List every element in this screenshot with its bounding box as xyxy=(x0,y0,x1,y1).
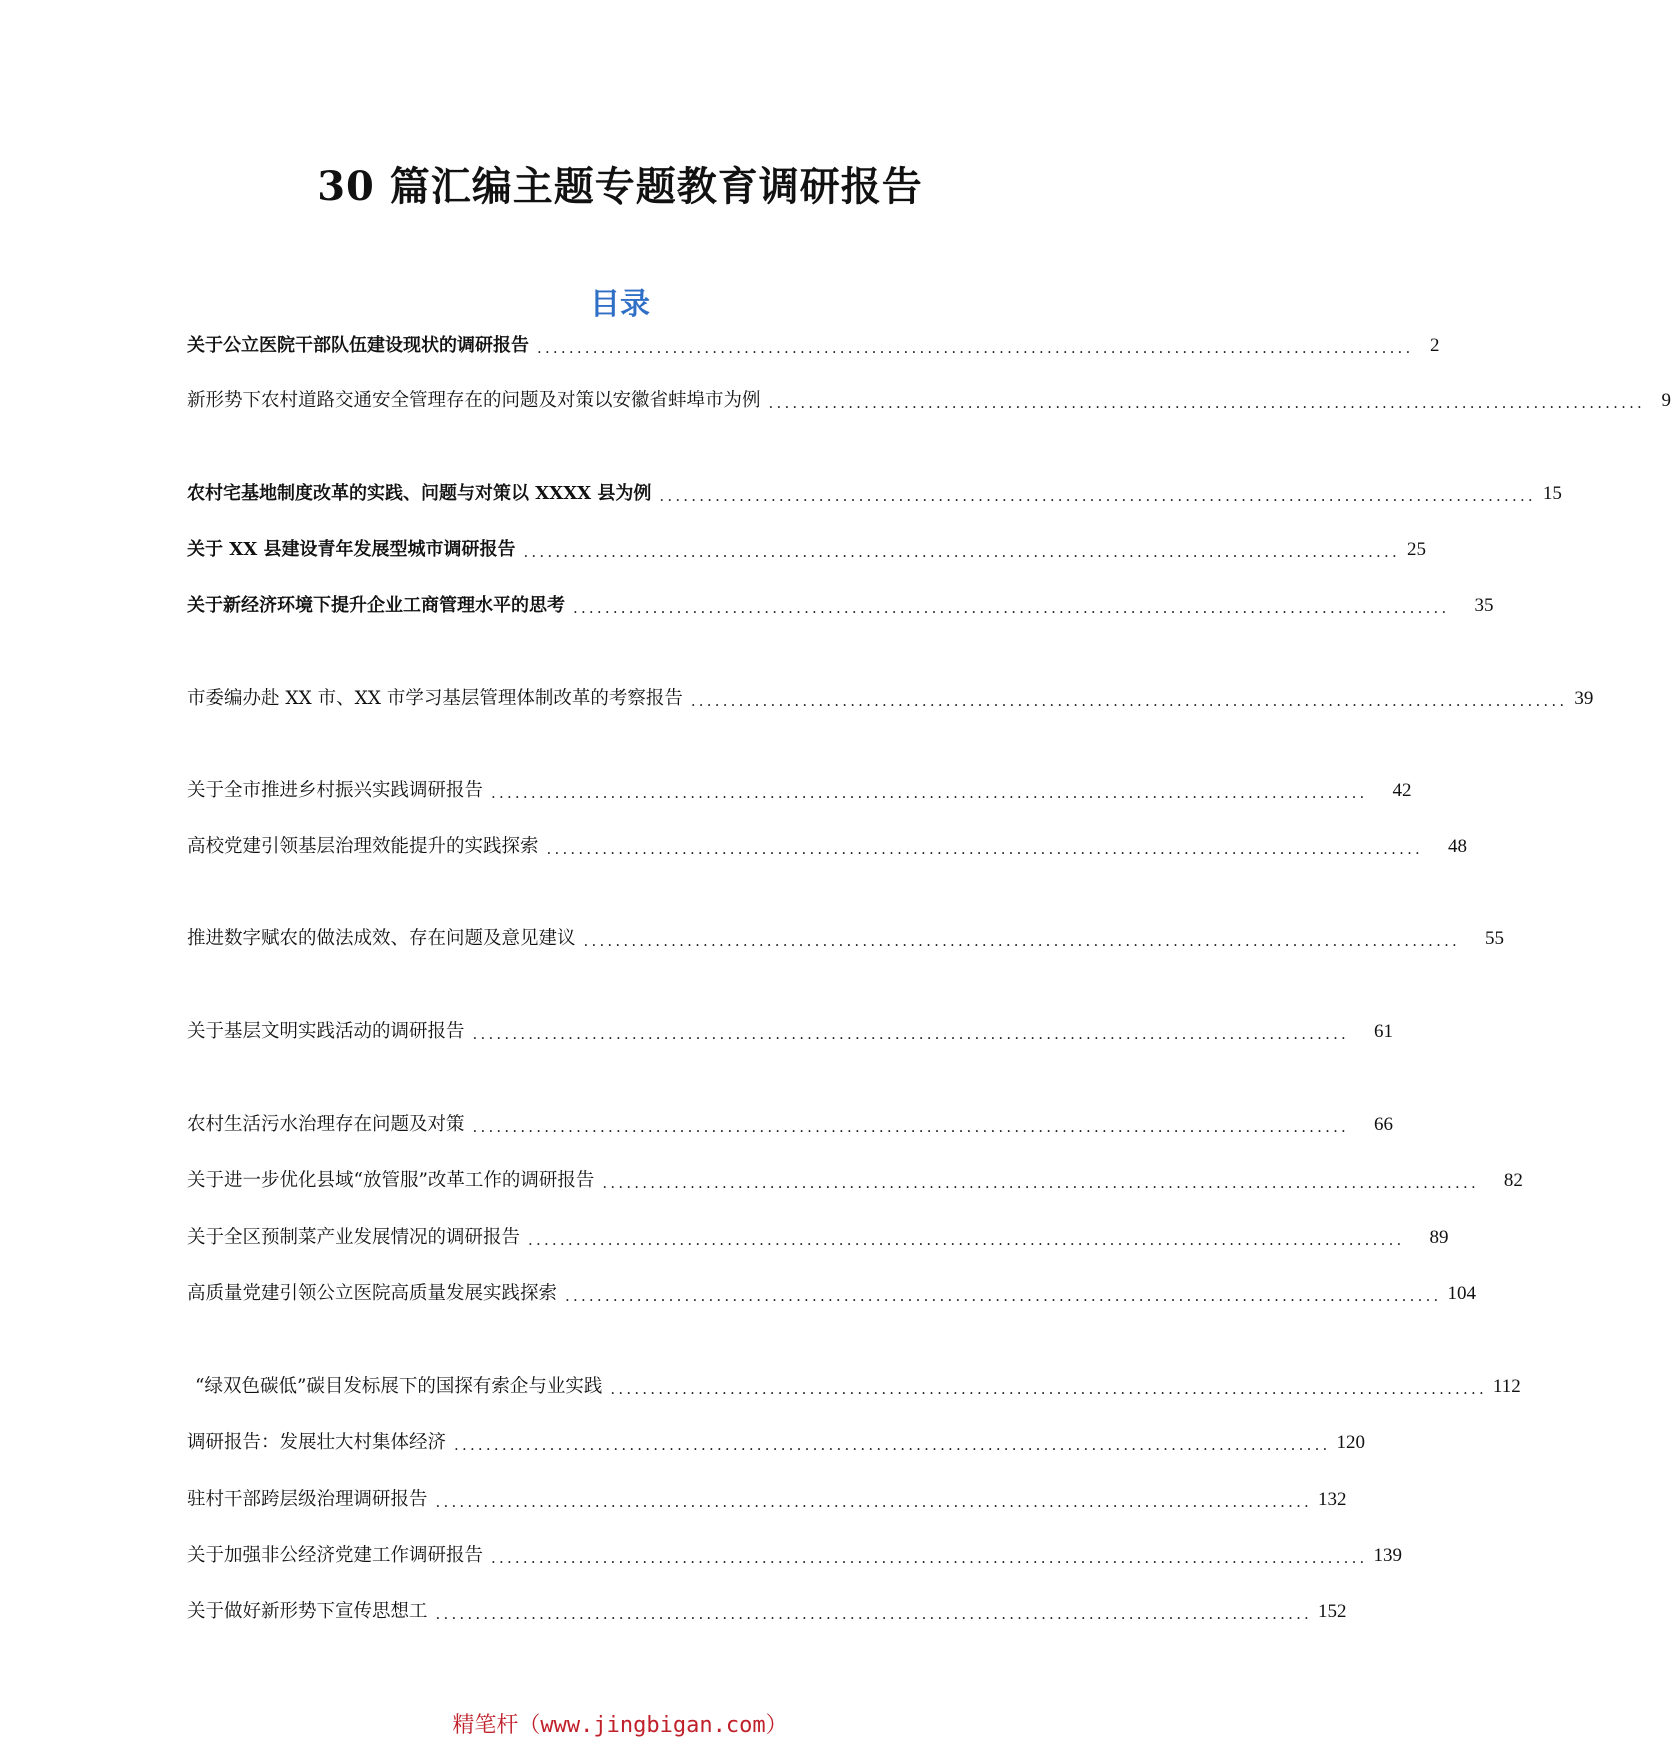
toc-entry-page: 35 xyxy=(1474,595,1494,616)
toc-dot-leader: .............................................................................................................. xyxy=(546,840,1424,858)
toc-entry-page: 82 xyxy=(1503,1170,1523,1191)
toc-entry[interactable] xyxy=(187,1597,1347,1627)
toc-dot-leader: .............................................................................................................. xyxy=(659,487,1536,505)
toc-entry-page: 39 xyxy=(1574,688,1594,709)
toc-entry-page: 42 xyxy=(1392,780,1412,801)
toc-entry[interactable] xyxy=(187,1372,1521,1402)
toc-entry[interactable] xyxy=(187,1279,1477,1309)
toc-entry[interactable] xyxy=(187,1485,1347,1515)
site-watermark: 精笔杆（www.jingbigan.com） xyxy=(452,1713,788,1738)
toc-entry-title: 关于加强非公经济党建工作调研报告 xyxy=(187,1545,484,1566)
toc-dot-leader: .............................................................................................................. xyxy=(565,1287,1442,1305)
toc-entry-title: 关于进一步优化县域“放管服”改革工作的调研报告 xyxy=(187,1170,595,1191)
toc-dot-leader: .............................................................................................................. xyxy=(583,932,1461,950)
toc-entry[interactable] xyxy=(187,832,1468,862)
toc-dot-leader: .............................................................................................................. xyxy=(435,1493,1313,1511)
toc-entry-title: 关于全区预制菜产业发展情况的调研报告 xyxy=(187,1227,521,1248)
toc-dot-leader: .............................................................................................................. xyxy=(454,1436,1331,1454)
toc-dot-leader: .............................................................................................................. xyxy=(573,599,1450,617)
toc-dot-leader: .............................................................................................................. xyxy=(491,784,1368,802)
toc-entry-title: “绿双色碳低”碳目发标展下的国探有索企与业实践 xyxy=(195,1376,603,1397)
toc-entry-title: 关于基层文明实践活动的调研报告 xyxy=(187,1021,465,1042)
toc-dot-leader: .............................................................................................................. xyxy=(610,1380,1487,1398)
toc-dot-leader: .............................................................................................................. xyxy=(472,1118,1350,1136)
toc-entry-page: 15 xyxy=(1542,483,1562,504)
toc-entry[interactable] xyxy=(187,591,1494,621)
toc-entry[interactable] xyxy=(187,331,1440,361)
toc-entry-title: 关于公立医院干部队伍建设现状的调研报告 xyxy=(187,335,529,356)
toc-entry[interactable] xyxy=(187,684,1594,714)
toc-entry-page: 132 xyxy=(1318,1489,1347,1510)
toc-entry-title: 推进数字赋农的做法成效、存在问题及意见建议 xyxy=(187,928,576,949)
toc-entry-page: 112 xyxy=(1492,1376,1521,1397)
toc-entry-page: 104 xyxy=(1447,1283,1477,1304)
toc-entry-title: 农村宅基地制度改革的实践、问题与对策以 XXXX 县为例 xyxy=(187,483,652,504)
toc-entry-title: 关于全市推进乡村振兴实践调研报告 xyxy=(187,780,484,801)
toc-dot-leader: .............................................................................................................. xyxy=(537,339,1414,357)
toc-entry[interactable] xyxy=(187,1428,1366,1458)
toc-entry-title: 高校党建引领基层治理效能提升的实践探索 xyxy=(187,836,539,857)
toc-entry-page: 66 xyxy=(1374,1114,1394,1135)
toc-entry-title: 调研报告：发展壮大村集体经济 xyxy=(187,1432,447,1453)
toc-entry[interactable] xyxy=(187,1110,1394,1140)
toc-entry-page: 55 xyxy=(1485,928,1505,949)
toc-dot-leader: .............................................................................................................. xyxy=(690,692,1568,710)
toc-dot-leader: .............................................................................................................. xyxy=(472,1025,1350,1043)
toc-dot-leader: .............................................................................................................. xyxy=(523,543,1400,561)
toc-entry-page: 61 xyxy=(1374,1021,1394,1042)
toc-entry-page: 48 xyxy=(1448,836,1468,857)
toc-entry-title: 农村生活污水治理存在问题及对策 xyxy=(187,1114,465,1135)
toc-dot-leader: .............................................................................................................. xyxy=(435,1605,1313,1623)
toc-entry[interactable] xyxy=(187,1223,1449,1253)
toc-entry-page: 2 xyxy=(1430,335,1440,356)
toc-entry-page: 25 xyxy=(1406,539,1426,560)
toc-entry[interactable] xyxy=(187,1017,1394,1047)
toc-entry-title: 新形势下农村道路交通安全管理存在的问题及对策以安徽省蚌埠市为例 xyxy=(187,390,761,411)
toc-entry-page: 89 xyxy=(1429,1227,1449,1248)
toc-entry-page: 120 xyxy=(1336,1432,1366,1453)
toc-entry-title: 关于做好新形势下宣传思想工 xyxy=(187,1601,428,1622)
toc-entry-page: 152 xyxy=(1318,1601,1347,1622)
toc-dot-leader: .............................................................................................................. xyxy=(602,1174,1479,1192)
toc-entry[interactable] xyxy=(187,1541,1403,1571)
toc-entry-title: 市委编办赴 XX 市、XX 市学习基层管理体制改革的考察报告 xyxy=(187,688,683,709)
toc-dot-leader: .............................................................................................................. xyxy=(768,394,1646,412)
toc-dot-leader: .............................................................................................................. xyxy=(528,1231,1405,1249)
toc-entry-page: 9 xyxy=(1661,390,1671,411)
document-title: 30 篇汇编主题专题教育调研报告 xyxy=(317,163,923,210)
toc-entry[interactable] xyxy=(187,924,1505,954)
toc-entry[interactable] xyxy=(187,1166,1523,1196)
toc-entry[interactable] xyxy=(187,535,1426,565)
toc-entry-title: 关于 XX 县建设青年发展型城市调研报告 xyxy=(187,539,516,560)
toc-entry-title: 高质量党建引领公立医院高质量发展实践探索 xyxy=(187,1283,558,1304)
toc-heading: 目录 xyxy=(590,287,650,322)
toc-entry[interactable] xyxy=(187,776,1412,806)
toc-entry-title: 关于新经济环境下提升企业工商管理水平的思考 xyxy=(187,595,565,616)
toc-entry[interactable] xyxy=(187,479,1562,509)
toc-dot-leader: .............................................................................................................. xyxy=(491,1549,1368,1567)
toc-entry-page: 139 xyxy=(1373,1545,1403,1566)
toc-entry[interactable] xyxy=(187,386,1671,416)
toc-entry-title: 驻村干部跨层级治理调研报告 xyxy=(187,1489,428,1510)
